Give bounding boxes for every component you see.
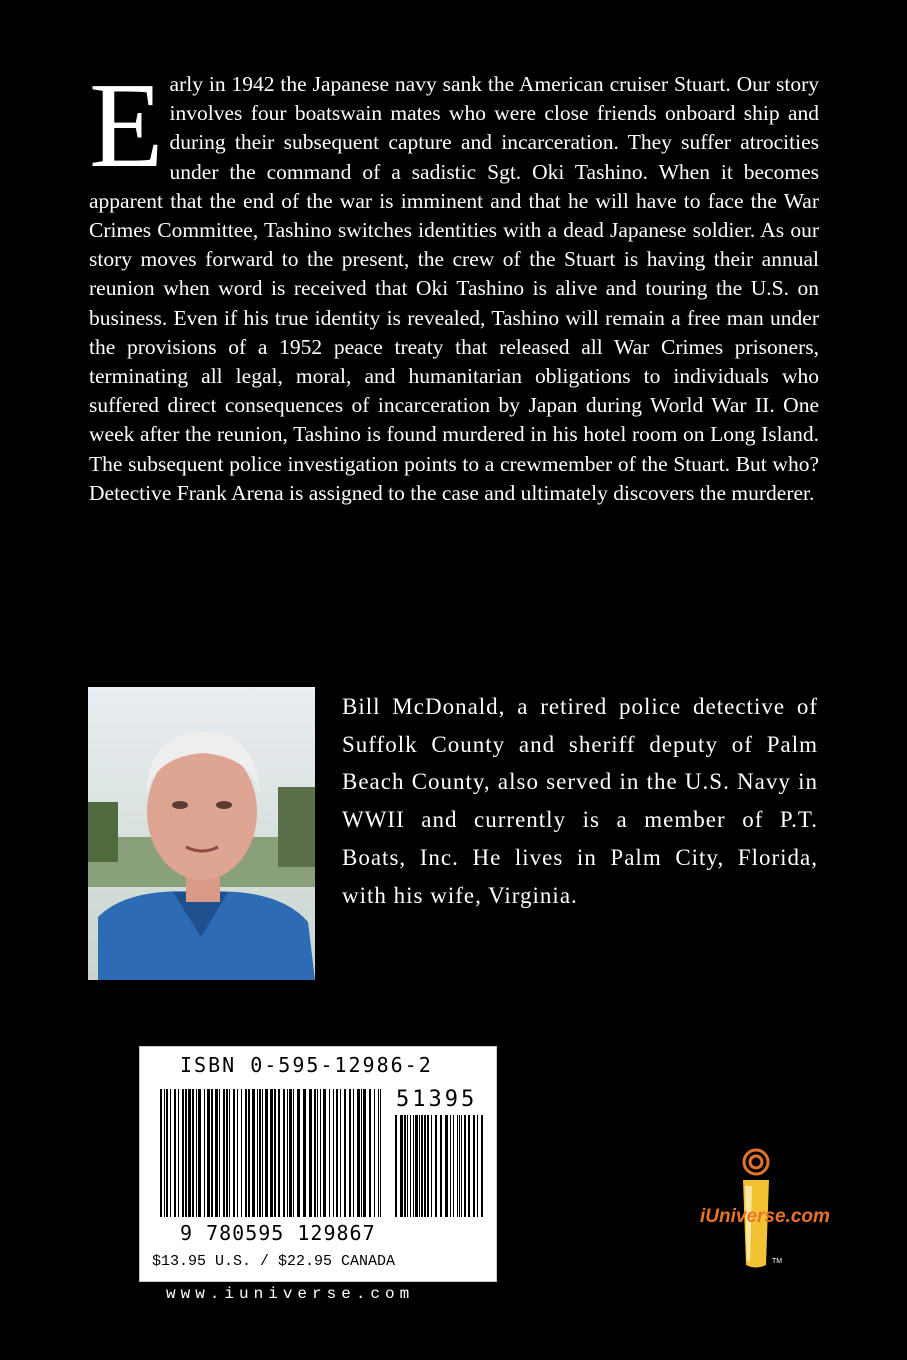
isbn-label: ISBN 0-595-12986-2 — [180, 1053, 433, 1077]
synopsis — [89, 58, 819, 508]
publisher-logo-text: iUniverse.com — [700, 1206, 830, 1227]
author-photo — [88, 687, 315, 980]
publisher-logo — [700, 1140, 830, 1270]
drop-cap: E — [89, 58, 164, 193]
barcode-bars — [160, 1089, 490, 1219]
ean-digits: 9 780595 129867 — [180, 1221, 376, 1245]
website-url: www.iuniverse.com — [166, 1285, 415, 1303]
barcode-panel — [139, 1046, 497, 1282]
synopsis-text: arly in 1942 the Japanese navy sank the American cruiser Stuart. Our story involves four boatswain mates who were close friends onboard ship and during their subsequent capture and incarceration. They suffer atrocities under the command of a sadistic Sgt. Oki Tashino. When it becomes apparent that the end of the war is imminent and that he will have to face the War Crimes Committee, Tashino switches identities with a dead Japanese soldier. As our story moves forward to the present, the crew of the Stuart is having their annual reunion when word is received that Oki Tashino is alive and touring the U.S. on business. Even if his true identity is revealed, Tashino will remain a free man under the provisions of a 1952 peace treaty that released all War Crimes prisoners, terminating all legal, moral, and humanitarian obligations to individuals who suffered direct consequences of incarceration by Japan during World War II. One week after the reunion, Tashino is found murdered in his hotel room on Long Island. The subsequent police investigation points to a crewmember of the Stuart. But who? Detective Frank Arena is assigned to the case and ultimately discovers the murderer. — [89, 72, 819, 505]
price-line: $13.95 U.S. / $22.95 CANADA — [152, 1253, 396, 1270]
price-code: 51395 — [396, 1087, 478, 1112]
author-bio: Bill McDonald, a retired police detective of Suffolk County and sheriff deputy of Palm Beach County, also served in the U.S. Navy in WWII and currently is a member of P.T. Boats, Inc. He lives in Palm City, Florida, with his wife, Virginia. — [342, 694, 818, 908]
trademark-mark: TM — [772, 1258, 783, 1265]
